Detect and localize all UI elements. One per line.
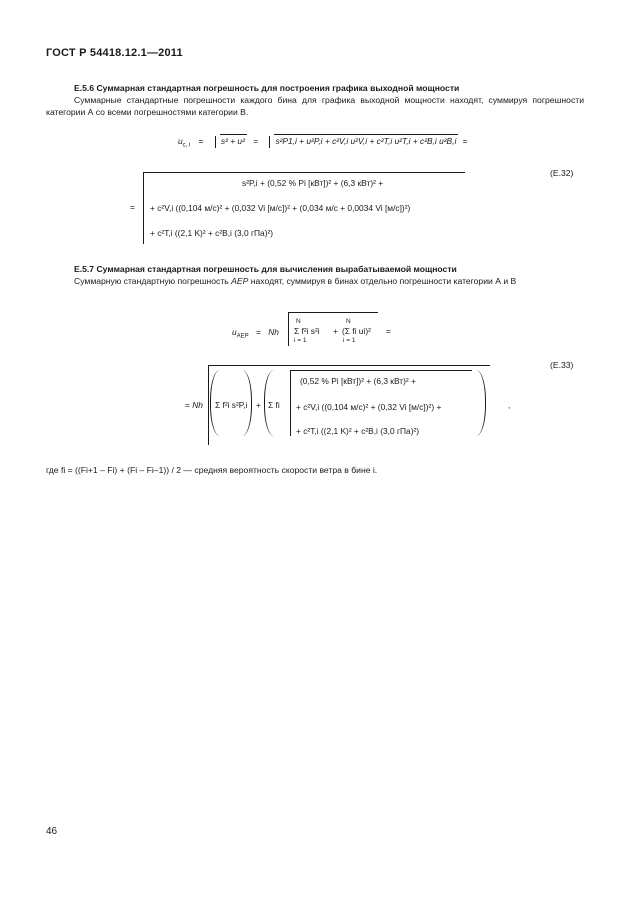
section-paragraph-e56: Суммарные стандартные погрешности каждого бина для графика выходной мощности находят, суммируя погрешности категории А со всеми погрешностями категории В. (46, 95, 584, 117)
eq-var-u-aep: u (232, 327, 237, 337)
section-heading-e56: Е.5.6 Суммарная стандартная погрешность для построения графика выходной мощности (74, 83, 460, 93)
document-header: ГОСТ Р 54418.12.1—2011 (46, 47, 183, 59)
eq-e33-line2-plus: + (256, 400, 261, 410)
eq-e33-nh: Nh (268, 327, 279, 337)
eq-e32-row1: s²P,i + (0,52 % Pi [кВт])² + (6,3 кВт)² + (242, 178, 384, 188)
eq-e33-line2-equals: = (185, 400, 190, 410)
eq-e32-row3: + c²T,i ((2,1 K)² + c²B,i (3,0 гПа)²) (150, 228, 274, 238)
equation-e33-line1 (232, 327, 279, 340)
eq-e32-row2: + c²V,i ((0,104 м/с)² + (0,032 Vi [м/с])² + (0,034 м/с + 0,0034 Vi [м/с])²) (150, 203, 411, 213)
eq-e33-comma: , (508, 400, 511, 410)
eq-e33-line2-sum2: Σ fi (268, 400, 280, 410)
para-e57-part1: Суммарную стандартную погрешность (74, 276, 232, 286)
eq-sqrt-mid-content: s² + u² (220, 136, 245, 146)
eq-e33-sum1: Σ f²i s²i (294, 326, 320, 336)
eq-equals-1: = (198, 136, 204, 146)
equation-e32-line1 (178, 136, 468, 149)
eq-e33-limit-bot-2: i = 1 (343, 337, 356, 344)
eq-e33-row3: + c²T,i ((2,1 K)² + c²B,i (3,0 гПа)²) (296, 426, 420, 436)
para-e57-part2: находят, суммируя в бинах отдельно погрешности категории А и В (248, 276, 517, 286)
eq-var-u: u (178, 136, 183, 146)
eq-e33-radical1-bar (288, 312, 378, 313)
footnote-where-word: где (46, 465, 59, 475)
para-e57-aep: AEP (231, 276, 249, 286)
eq-e33-line2-nh: Nh (192, 400, 203, 410)
eq-sub-aep: AEP (236, 333, 249, 340)
eq-e32-radical-bar (143, 172, 465, 173)
eq-sqrt-mid (212, 136, 245, 146)
eq-sqrt-rhs (266, 136, 456, 146)
footnote-where (46, 464, 584, 476)
eq-sub-ci: c, i (182, 142, 191, 149)
eq-e33-row2: + c²V,i ((0,104 м/с)² + (0,32 Vi [м/с])²) + (296, 402, 442, 412)
eq-e33-sum2: (Σ fi ui)² (342, 326, 371, 336)
equation-number-e33: (Е.33) (550, 360, 574, 370)
eq-e33-limit-top-1: N (296, 318, 301, 325)
eq-e33-equals: = (256, 327, 261, 337)
eq-e32-equals: = (130, 202, 135, 212)
eq-e33-radical3-bar (290, 370, 472, 371)
eq-e33-limit-bot-1: i = 1 (294, 337, 307, 344)
page-number: 46 (46, 826, 58, 837)
eq-e33-line2-lhs (185, 400, 203, 410)
section-paragraph-e57 (46, 275, 584, 287)
eq-equals-3: = (462, 136, 468, 146)
eq-e33-end-equals: = (386, 326, 391, 336)
footnote-text: fi = ((Fi+1 – Fi) + (Fi – Fi–1)) / 2 — средняя вероятность скорости ветра в бине i. (60, 465, 378, 475)
eq-e33-row1: (0,52 % Pi [кВт])² + (6,3 кВт)² + (300, 376, 416, 386)
equation-number-e32: (Е.32) (550, 168, 574, 178)
eq-e33-radical2-bar (208, 365, 490, 366)
section-heading-e57: Е.5.7 Суммарная стандартная погрешность для вычисления вырабатываемой мощности (74, 264, 457, 274)
eq-e33-plus: + (333, 326, 338, 336)
eq-e33-line2-sum1: Σ f²i s²P,i (215, 400, 248, 410)
eq-e32-radical-stem (143, 172, 150, 244)
eq-sqrt-rhs-content: s²P1,i + u²P,i + c²V,i u²V,i + c²T,i u²T,i + c²B,i u²B,i (275, 136, 457, 146)
eq-equals-2: = (253, 136, 259, 146)
eq-e33-limit-top-2: N (346, 318, 351, 325)
